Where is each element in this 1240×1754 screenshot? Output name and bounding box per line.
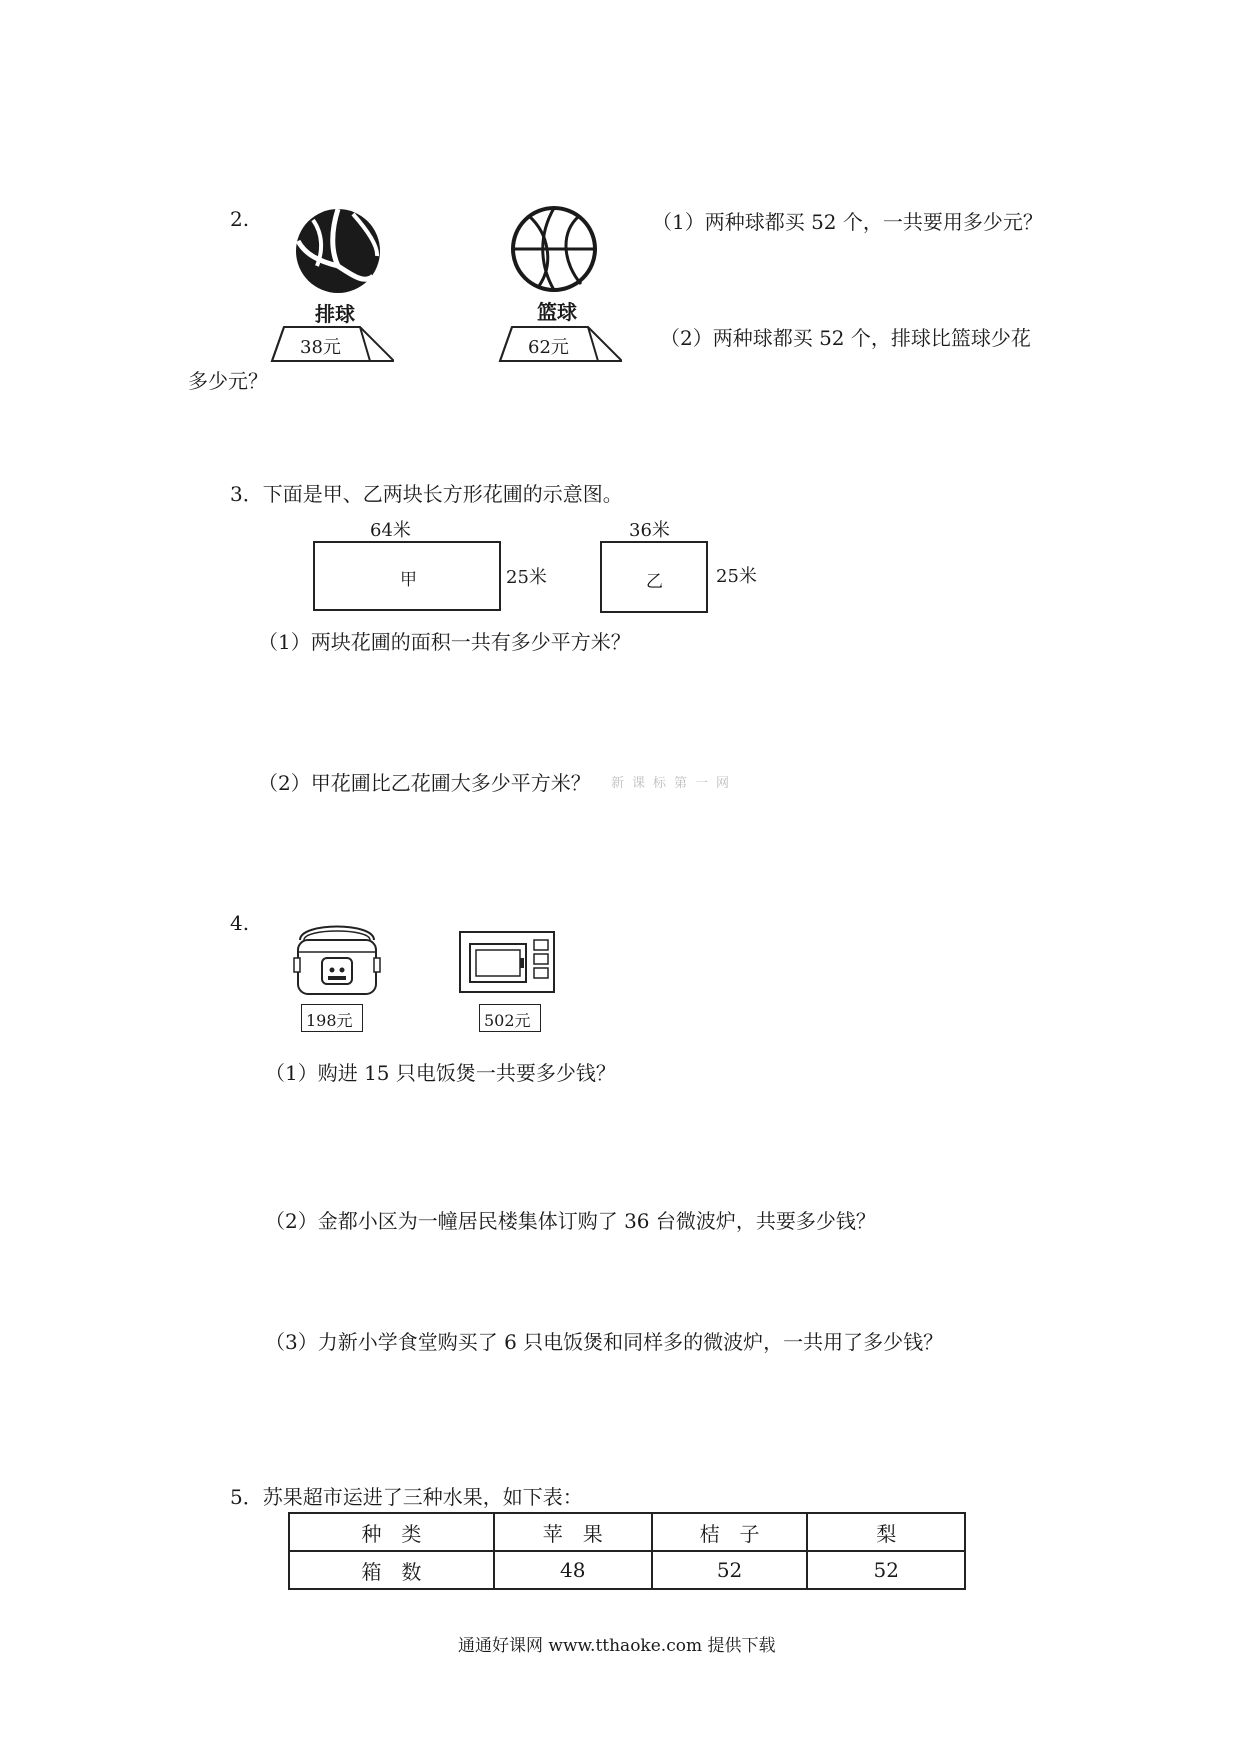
basketball-label: 篮球 [537, 300, 577, 324]
q4-sub1: （1）购进 15 只电饭煲一共要多少钱？ [265, 1061, 616, 1085]
table-cell: 52 [807, 1551, 965, 1589]
basketball-icon [509, 204, 599, 294]
volleyball-label: 排球 [315, 302, 355, 326]
basketball-price-tag [498, 325, 622, 363]
table-header-cell: 种 类 [289, 1513, 494, 1551]
microwave-icon [458, 930, 556, 996]
q2-number: 2. [230, 207, 250, 231]
rice-cooker-price: 198元 [306, 1011, 353, 1030]
table-header-cell: 梨 [807, 1513, 965, 1551]
garden-a-rect [313, 541, 501, 611]
volleyball-icon [293, 206, 383, 296]
volleyball-price: 38元 [300, 337, 341, 358]
garden-a-length: 64米 [370, 520, 411, 541]
garden-a-width: 25米 [506, 567, 547, 588]
microwave-price: 502元 [484, 1011, 531, 1030]
q3-title: 3．下面是甲、乙两块长方形花圃的示意图。 [230, 482, 623, 506]
q3-sub2: （2）甲花圃比乙花圃大多少平方米？ [258, 771, 591, 795]
q2-sub1: （1）两种球都买 52 个，一共要用多少元？ [652, 210, 1043, 234]
footer-text: 通通好课网 www.tthaoke.com 提供下载 [458, 1636, 776, 1656]
q4-sub2: （2）金都小区为一幢居民楼集体订购了 36 台微波炉，共要多少钱？ [265, 1209, 876, 1233]
garden-a-name: 甲 [400, 570, 417, 590]
table-cell: 52 [652, 1551, 808, 1589]
table-header-cell: 苹 果 [494, 1513, 652, 1551]
table-row [289, 1551, 965, 1589]
garden-b-length: 36米 [629, 520, 670, 541]
q5-title: 5．苏果超市运进了三种水果，如下表： [230, 1485, 583, 1509]
q3-sub1: （1）两块花圃的面积一共有多少平方米？ [258, 630, 631, 654]
garden-b-rect [600, 541, 708, 613]
table-row [289, 1513, 965, 1551]
microwave-price-box [479, 1004, 541, 1032]
garden-b-name: 乙 [646, 572, 663, 592]
q4-number: 4. [230, 911, 250, 935]
garden-b-width: 25米 [716, 566, 757, 587]
table-cell: 箱 数 [289, 1551, 494, 1589]
rice-cooker-icon [292, 918, 382, 1000]
volleyball-price-tag [270, 325, 394, 363]
basketball-price: 62元 [528, 337, 569, 358]
table-cell: 48 [494, 1551, 652, 1589]
table-header-cell: 桔 子 [652, 1513, 808, 1551]
q2-sub2-line1: （2）两种球都买 52 个，排球比篮球少花 [660, 326, 1031, 350]
watermark: 新课标第一网 [611, 776, 738, 791]
q2-sub2-line2: 多少元？ [188, 369, 268, 393]
fruit-table [288, 1512, 966, 1590]
q4-sub3: （3）力新小学食堂购买了 6 只电饭煲和同样多的微波炉，一共用了多少钱？ [265, 1330, 944, 1354]
rice-cooker-price-box [301, 1004, 363, 1032]
